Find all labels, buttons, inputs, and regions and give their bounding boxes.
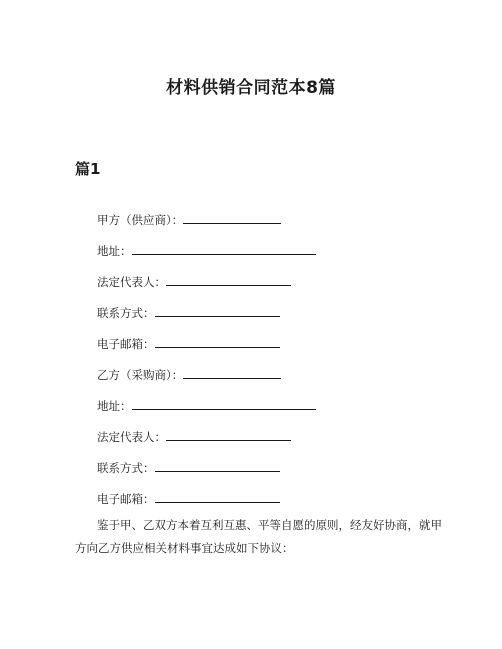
fill-in-blank <box>132 397 316 410</box>
field-label: 乙方（采购商）： <box>97 368 184 382</box>
field-label: 法定代表人： <box>97 275 166 289</box>
field-label: 地址： <box>97 244 132 258</box>
field-label: 甲方（供应商）： <box>97 213 184 227</box>
field-label: 联系方式： <box>97 461 155 475</box>
fill-in-blank <box>155 304 280 317</box>
party-b-email-field <box>97 490 280 507</box>
section-heading: 篇1 <box>75 160 101 178</box>
field-label: 电子邮箱： <box>97 337 155 351</box>
party-b-address-field <box>97 397 316 414</box>
fill-in-blank <box>155 459 280 472</box>
party-a-supplier-field <box>97 211 281 228</box>
party-a-address-field <box>97 242 316 259</box>
party-a-legal-rep-field <box>97 273 291 290</box>
party-a-contact-field <box>97 304 280 321</box>
party-a-email-field <box>97 335 280 352</box>
field-label: 电子邮箱： <box>97 492 155 506</box>
preamble-paragraph: 鉴于甲、乙双方本着互利互惠、平等自愿的原则，经友好协商，就甲方向乙方供应相关材料事宜达成如下协议： <box>75 518 442 555</box>
fill-in-blank <box>132 242 316 255</box>
party-b-contact-field <box>97 459 280 476</box>
field-label: 地址： <box>97 399 132 413</box>
field-label: 法定代表人： <box>97 430 166 444</box>
fill-in-blank <box>155 335 280 348</box>
party-b-legal-rep-field <box>97 428 291 445</box>
fill-in-blank <box>166 273 291 286</box>
fill-in-blank <box>183 211 281 224</box>
document-title: 材料供销合同范本8篇 <box>166 78 336 98</box>
fill-in-blank <box>183 366 281 379</box>
field-label: 联系方式： <box>97 306 155 320</box>
fill-in-blank <box>155 490 280 503</box>
fill-in-blank <box>166 428 291 441</box>
party-b-purchaser-field <box>97 366 281 383</box>
